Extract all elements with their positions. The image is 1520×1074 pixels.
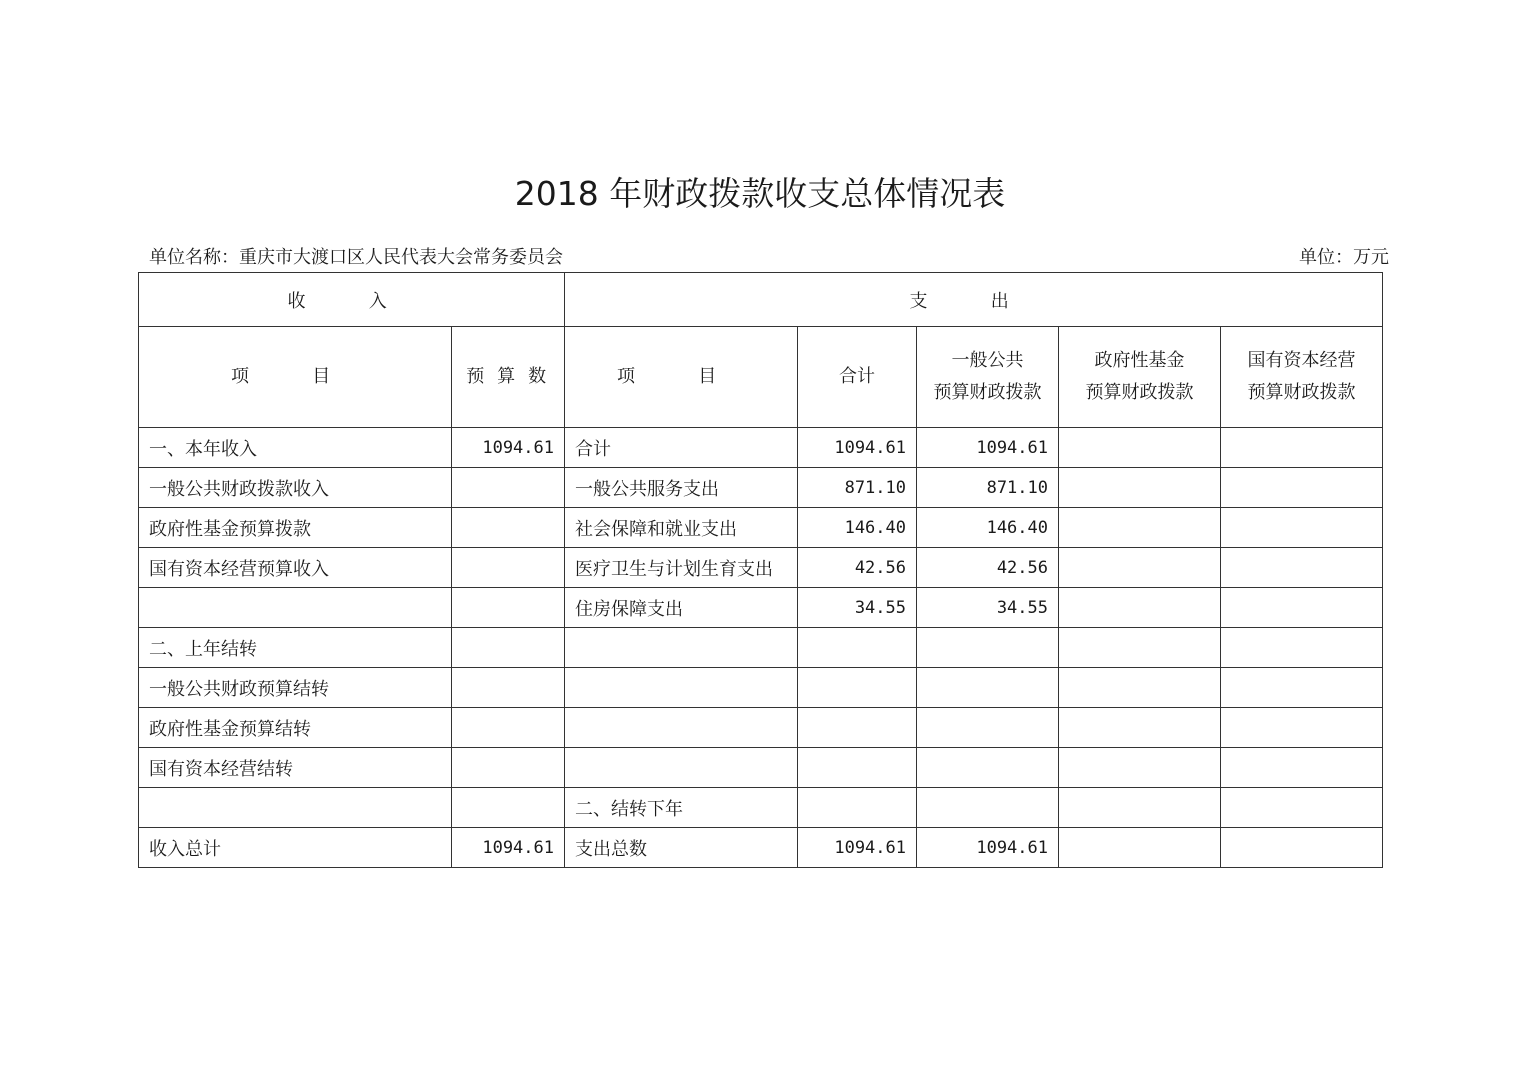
cell-state-capital-budget <box>1221 508 1383 548</box>
cell-state-capital-budget <box>1221 668 1383 708</box>
cell-expense-item: 合计 <box>565 428 798 468</box>
table-row <box>139 548 1383 588</box>
cell-total <box>798 788 917 828</box>
cell-income-budget <box>452 708 565 748</box>
cell-fund-budget <box>1059 428 1221 468</box>
cell-general-budget <box>917 628 1059 668</box>
cell-total: 871.10 <box>798 468 917 508</box>
cell-state-capital-budget <box>1221 788 1383 828</box>
cell-income-budget <box>452 468 565 508</box>
cell-expense-item <box>565 668 798 708</box>
header-state-line2: 预算财政拨款 <box>1247 382 1356 403</box>
table-row <box>139 668 1383 708</box>
cell-total: 42.56 <box>798 548 917 588</box>
cell-total <box>798 708 917 748</box>
cell-total: 34.55 <box>798 588 917 628</box>
header-expense-item <box>565 327 798 428</box>
budget-table <box>138 272 1383 868</box>
cell-income-item <box>139 588 452 628</box>
cell-expense-item: 社会保障和就业支出 <box>565 508 798 548</box>
cell-fund-budget <box>1059 828 1221 868</box>
cell-income-budget <box>452 748 565 788</box>
cell-expense-item: 住房保障支出 <box>565 588 798 628</box>
table-row <box>139 428 1383 468</box>
header-total: 合计 <box>798 327 917 428</box>
cell-total: 1094.61 <box>798 428 917 468</box>
cell-income-item: 一般公共财政拨款收入 <box>139 468 452 508</box>
page-title: 2018 年财政拨款收支总体情况表 <box>514 174 1006 213</box>
cell-state-capital-budget <box>1221 828 1383 868</box>
cell-total <box>798 668 917 708</box>
table-row <box>139 828 1383 868</box>
table-row <box>139 708 1383 748</box>
cell-fund-budget <box>1059 468 1221 508</box>
cell-total: 1094.61 <box>798 828 917 868</box>
cell-income-item <box>139 788 452 828</box>
cell-income-budget <box>452 548 565 588</box>
cell-expense-item: 医疗卫生与计划生育支出 <box>565 548 798 588</box>
income-section-header <box>139 273 565 327</box>
cell-state-capital-budget <box>1221 588 1383 628</box>
cell-fund-budget <box>1059 708 1221 748</box>
header-general-budget <box>917 327 1059 428</box>
cell-income-item: 国有资本经营结转 <box>139 748 452 788</box>
cell-expense-item <box>565 708 798 748</box>
cell-income-item: 政府性基金预算结转 <box>139 708 452 748</box>
cell-fund-budget <box>1059 548 1221 588</box>
cell-income-item: 一般公共财政预算结转 <box>139 668 452 708</box>
cell-income-budget <box>452 508 565 548</box>
table-row <box>139 628 1383 668</box>
cell-fund-budget <box>1059 748 1221 788</box>
header-state-line1: 国有资本经营 <box>1247 350 1356 371</box>
cell-state-capital-budget <box>1221 748 1383 788</box>
header-income-item <box>139 327 452 428</box>
cell-total: 146.40 <box>798 508 917 548</box>
cell-expense-item: 支出总数 <box>565 828 798 868</box>
header-fund-line1: 政府性基金 <box>1094 350 1185 371</box>
table-row <box>139 468 1383 508</box>
cell-general-budget <box>917 788 1059 828</box>
cell-state-capital-budget <box>1221 628 1383 668</box>
cell-general-budget <box>917 668 1059 708</box>
cell-state-capital-budget <box>1221 428 1383 468</box>
cell-general-budget: 146.40 <box>917 508 1059 548</box>
cell-general-budget: 42.56 <box>917 548 1059 588</box>
unit-label: 单位：万元 <box>1299 247 1389 268</box>
cell-income-item: 政府性基金预算拨款 <box>139 508 452 548</box>
cell-income-item: 二、上年结转 <box>139 628 452 668</box>
table-row <box>139 508 1383 548</box>
cell-general-budget: 1094.61 <box>917 428 1059 468</box>
cell-state-capital-budget <box>1221 548 1383 588</box>
cell-general-budget: 34.55 <box>917 588 1059 628</box>
cell-general-budget: 1094.61 <box>917 828 1059 868</box>
cell-general-budget <box>917 748 1059 788</box>
cell-general-budget: 871.10 <box>917 468 1059 508</box>
header-general-line2: 预算财政拨款 <box>933 382 1042 403</box>
table-row <box>139 748 1383 788</box>
cell-income-item: 收入总计 <box>139 828 452 868</box>
header-income-item-label: 项 目 <box>230 366 360 387</box>
cell-income-budget <box>452 668 565 708</box>
cell-income-item: 一、本年收入 <box>139 428 452 468</box>
cell-expense-item <box>565 748 798 788</box>
header-state-capital-budget <box>1221 327 1383 428</box>
section-header-row <box>139 273 1383 327</box>
cell-expense-item: 二、结转下年 <box>565 788 798 828</box>
expense-section-label: 支 出 <box>909 290 1038 312</box>
cell-general-budget <box>917 708 1059 748</box>
cell-fund-budget <box>1059 588 1221 628</box>
cell-income-budget: 1094.61 <box>452 428 565 468</box>
income-section-label: 收 入 <box>287 290 416 312</box>
header-expense-item-label: 项 目 <box>616 366 746 387</box>
header-income-budget: 预 算 数 <box>452 327 565 428</box>
header-fund-line2: 预算财政拨款 <box>1085 382 1194 403</box>
header-general-line1: 一般公共 <box>951 350 1024 371</box>
cell-fund-budget <box>1059 788 1221 828</box>
table-row <box>139 788 1383 828</box>
cell-state-capital-budget <box>1221 708 1383 748</box>
expense-section-header <box>565 273 1383 327</box>
cell-state-capital-budget <box>1221 468 1383 508</box>
cell-expense-item: 一般公共服务支出 <box>565 468 798 508</box>
cell-total <box>798 748 917 788</box>
table-row <box>139 588 1383 628</box>
column-header-row <box>139 327 1383 428</box>
cell-fund-budget <box>1059 508 1221 548</box>
cell-total <box>798 628 917 668</box>
header-fund-budget <box>1059 327 1221 428</box>
cell-expense-item <box>565 628 798 668</box>
unit-name: 单位名称：重庆市大渡口区人民代表大会常务委员会 <box>149 247 563 268</box>
cell-income-budget: 1094.61 <box>452 828 565 868</box>
cell-income-budget <box>452 788 565 828</box>
cell-income-item: 国有资本经营预算收入 <box>139 548 452 588</box>
cell-income-budget <box>452 628 565 668</box>
cell-fund-budget <box>1059 628 1221 668</box>
cell-income-budget <box>452 588 565 628</box>
cell-fund-budget <box>1059 668 1221 708</box>
